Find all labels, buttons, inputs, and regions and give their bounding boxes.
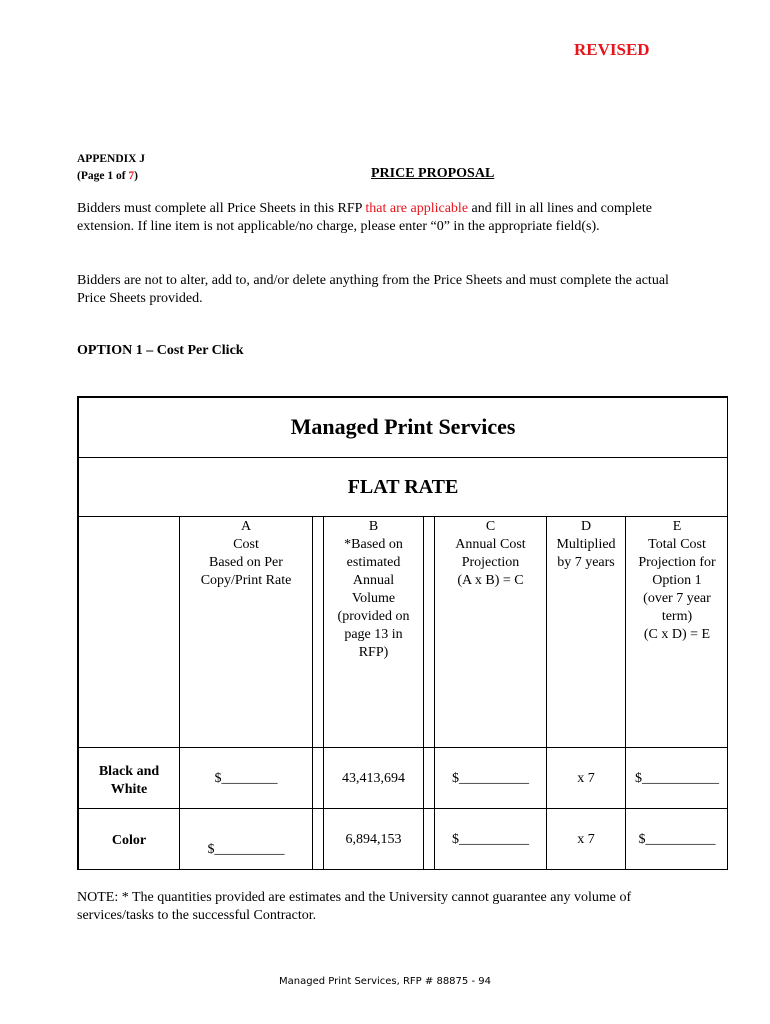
bw-multiplier: x 7: [577, 771, 595, 786]
instructions-paragraph-2: Bidders are not to alter, add to, and/or delete anything from the Price Sheets and must complete the actual Price Sheets provided.: [77, 273, 669, 306]
bw-total-cost-field[interactable]: $___________: [635, 771, 719, 786]
column-letter: E: [672, 519, 682, 534]
option-heading: OPTION 1 – Cost Per Click: [77, 343, 244, 358]
column-header-line: Copy/Print Rate: [200, 573, 292, 588]
column-header-a: [180, 518, 312, 590]
color-annual-cost-field[interactable]: $__________: [452, 832, 529, 847]
column-header-line: Option 1: [652, 573, 702, 588]
row-label-line: Color: [111, 833, 147, 848]
instructions-text-cont: and fill in all lines and complete extension. If line item is not applicable/no charge, please enter “0” in the appropriate field(s).: [77, 201, 652, 234]
page-suffix: ): [134, 170, 139, 182]
column-header-line: Projection for: [638, 555, 716, 570]
table-divider: [79, 457, 728, 458]
column-header-line: (C x D) = E: [643, 627, 711, 642]
column-letter: D: [580, 519, 592, 534]
row-label-black-white: [79, 763, 179, 799]
column-header-d: [547, 518, 625, 572]
quantity-note: NOTE: * The quantities provided are estimates and the University cannot guarantee any volume of services/tasks to the successful Contractor.: [77, 890, 632, 923]
column-header-line: page 13 in: [344, 627, 403, 642]
column-letter: B: [368, 519, 379, 534]
column-header-line: estimated: [346, 555, 401, 570]
color-volume: 6,894,153: [345, 832, 402, 847]
appendix-label: [77, 151, 145, 185]
page-total: 7: [128, 170, 135, 182]
row-label-color: [79, 832, 179, 850]
appendix-title: APPENDIX J: [77, 153, 146, 165]
table-divider: [423, 516, 424, 870]
column-header-line: by 7 years: [557, 555, 615, 570]
column-header-b: [324, 518, 423, 662]
color-total-cost-field[interactable]: $__________: [638, 832, 716, 847]
bw-cost-field[interactable]: $________: [214, 771, 278, 786]
column-header-line: Cost: [233, 537, 259, 552]
table-subtitle: FLAT RATE: [347, 476, 459, 498]
column-header-e: [626, 518, 728, 644]
row-label-line: White: [110, 782, 148, 797]
instructions-highlight: that are applicable: [365, 201, 469, 216]
page-footer: Managed Print Services, RFP # 88875 - 94: [279, 976, 491, 987]
column-header-line: (provided on: [337, 609, 410, 624]
table-title: Managed Print Services: [290, 414, 516, 439]
column-header-line: (over 7 year: [643, 591, 711, 606]
column-header-line: Annual Cost: [455, 537, 526, 552]
column-header-line: Based on Per: [209, 555, 283, 570]
column-header-c: [435, 518, 546, 590]
bw-annual-cost-field[interactable]: $__________: [452, 771, 529, 786]
column-letter: A: [240, 519, 252, 534]
column-header-line: Annual: [352, 573, 395, 588]
column-header-line: Volume: [351, 591, 396, 606]
page-indicator: [77, 168, 145, 185]
row-label-line: Black and: [98, 764, 160, 779]
revised-stamp: REVISED: [574, 40, 650, 59]
table-divider: [79, 747, 728, 748]
color-cost-field[interactable]: $__________: [207, 842, 285, 857]
instructions-text: Bidders must complete all Price Sheets in this RFP: [77, 201, 366, 216]
column-header-line: Total Cost: [648, 537, 706, 552]
price-table: [77, 396, 728, 870]
column-header-line: RFP): [358, 645, 389, 660]
page-prefix: (Page 1 of: [77, 170, 129, 182]
page-title: PRICE PROPOSAL: [371, 166, 495, 181]
column-header-line: *Based on: [344, 537, 403, 552]
column-letter: C: [485, 519, 496, 534]
column-header-line: Projection: [461, 555, 520, 570]
table-divider: [79, 516, 728, 517]
column-header-line: term): [661, 609, 693, 624]
table-divider: [79, 808, 728, 809]
column-header-line: Multiplied: [556, 537, 616, 552]
column-header-line: (A x B) = C: [457, 573, 524, 588]
bw-volume: 43,413,694: [342, 771, 405, 786]
color-multiplier: x 7: [577, 832, 595, 847]
table-divider: [312, 516, 313, 870]
instructions-paragraph-1: [77, 200, 657, 236]
